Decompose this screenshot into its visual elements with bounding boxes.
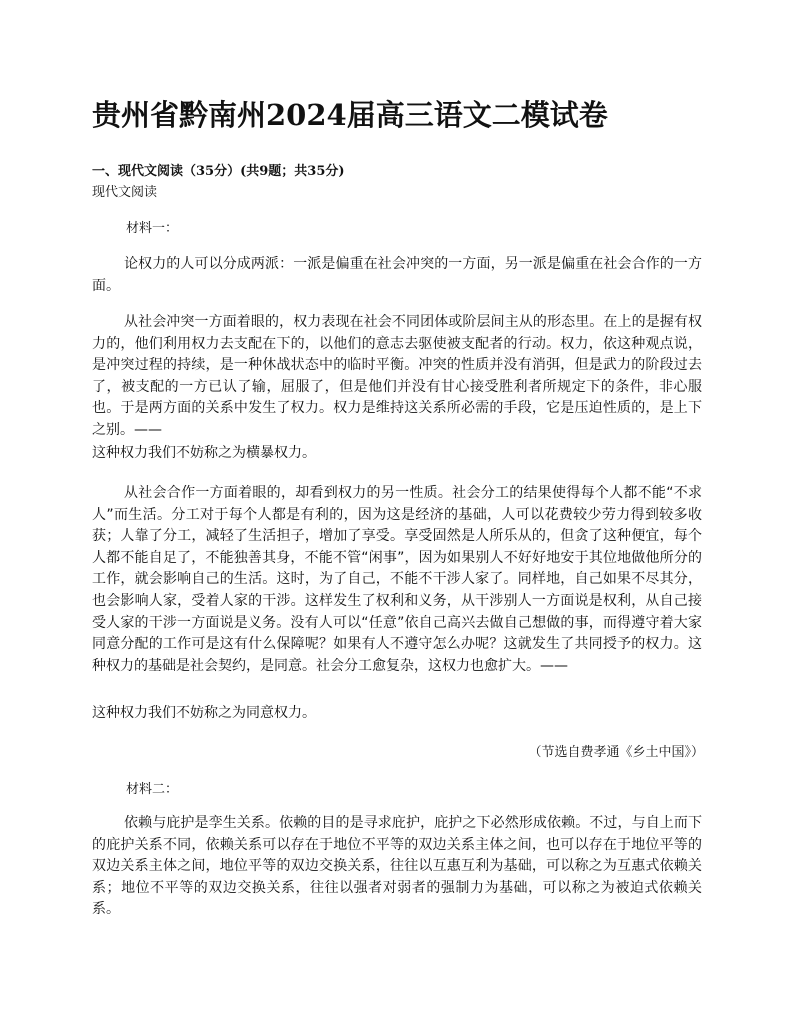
page-title: 贵州省黔南州2024届高三语文二模试卷 [92,98,608,132]
paragraph-4: 依赖与庇护是孪生关系。依赖的目的是寻求庇护，庇护之下必然形成依赖。不过，与自上而下的庇护关系不同，依赖关系可以存在于地位不平等的双边关系主体之间，也可以存在于地位平等的双边关系主体之间，地位平等的双边交换关系，往往以互惠互利为基础，可以称之为互惠式依赖关系；地位不平等的双边交换关系，往往以强者对弱者的强制力为基础，可以称之为被迫式依赖关系。 [92,815,702,918]
source-citation: （节选自费孝通《乡土中国》） [528,745,704,760]
section-heading: 一、现代文阅读（35分）(共9题；共35分) [92,164,345,179]
paragraph-3: 从社会合作一方面着眼的，却看到权力的另一性质。社会分工的结果使得每个人都不能“不求人”而生活。分工对于每个人都是有利的，因为这是经济的基础，人可以花费较少劳力得到较多收获；人靠了分工，减轻了生活担子，增加了享受。享受固然是人所乐从的，但贪了这种便宜，每个人都不能自足了，不能独善其身，不能不管“闲事”，因为如果别人不好好地安于其位地做他所分的工作，就会影响自己的生活。这时，为了自己，不能不干涉人家了。同样地，自己如果不尽其分，也会影响人家，受着人家的干涉。这样发生了权利和义务，从干涉别人一方面说是权利，从自己接受人家的干涉一方面说是义务。没有人可以“任意”依自己高兴去做自己想做的事，而得遵守着大家同意分配的工作可是这有什么保障呢？如果有人不遵守怎么办呢？这就发生了共同授予的权力。这种权力的基础是社会契约，是同意。社会分工愈复杂，这权力也愈扩大。—— [92,485,702,674]
material-two-label: 材料二： [126,782,179,797]
material-one-label: 材料一： [126,221,179,236]
paragraph-1: 论权力的人可以分成两派：一派是偏重在社会冲突的一方面，另一派是偏重在社会合作的一方面。 [92,256,702,294]
section-subheading: 现代文阅读 [92,185,158,200]
paragraph-2: 从社会冲突一方面着眼的，权力表现在社会不同团体或阶层间主从的形态里。在上的是握有权力的，他们利用权力去支配在下的，以他们的意志去驱使被支配者的行动。权力，依这种观点说，是冲突过程的持续，是一种休战状态中的临时平衡。冲突的性质并没有消弭，但是武力的阶段过去了，被支配的一方已认了输，屈服了，但是他们并没有甘心接受胜利者所规定下的条件，非心服也。于是两方面的关系中发生了权力。权力是维持这关系所必需的手段，它是压迫性质的，是上下之别。—— [92,314,702,438]
paragraph-2-tail: 这种权力我们不妨称之为横暴权力。 [92,445,316,461]
paragraph-3-tail: 这种权力我们不妨称之为同意权力。 [92,705,316,721]
